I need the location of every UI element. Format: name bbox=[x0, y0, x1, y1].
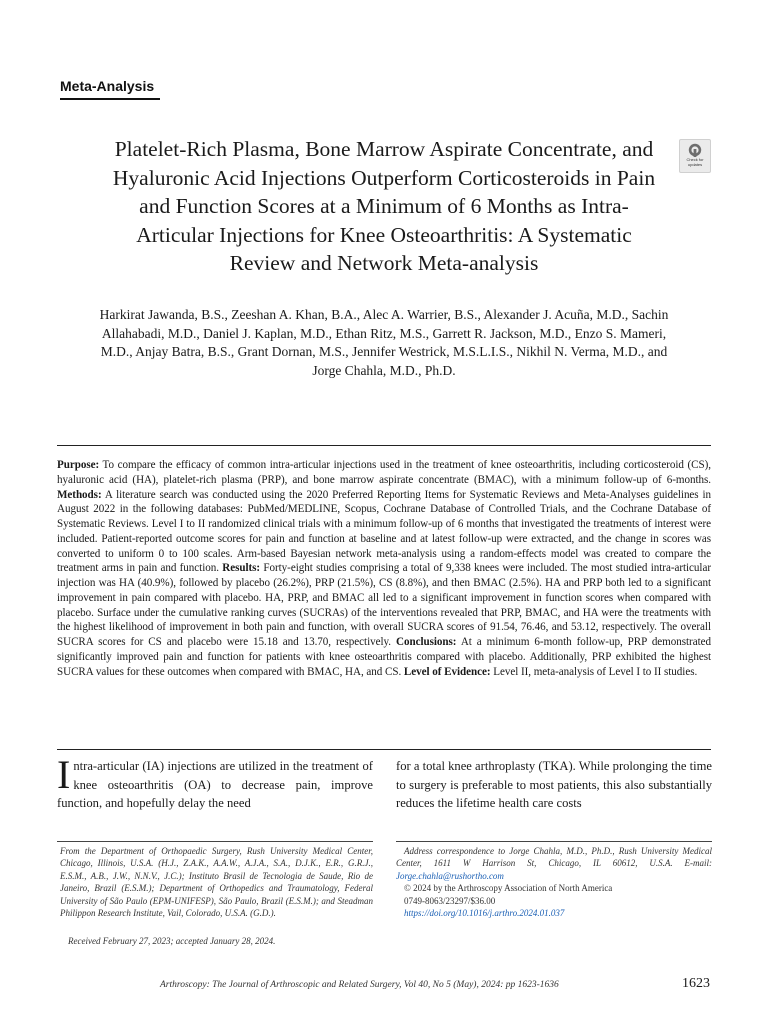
level-of-evidence-label: Level of Evidence: bbox=[403, 665, 491, 678]
check-for-updates-badge[interactable] bbox=[679, 139, 711, 173]
drop-cap: I bbox=[57, 752, 71, 797]
purpose-label: Purpose: bbox=[57, 459, 100, 471]
correspondence-footnote bbox=[396, 845, 712, 919]
methods-label: Methods: bbox=[57, 488, 102, 501]
issn-line: 0749-8063/23297/$36.00 bbox=[404, 895, 496, 906]
correspondence-address bbox=[396, 845, 712, 882]
article-title: Platelet-Rich Plasma, Bone Marrow Aspirate Concentrate, and Hyaluronic Acid Injections Outperform Corticosteroids in Pain and Function Scores at a Minimum of 6 Months as Intra-Articular Injections for Knee Osteoarthritis: A Systematic Review and Network Meta-analysis bbox=[112, 137, 656, 275]
footnote-rule-left bbox=[57, 841, 373, 842]
abstract-top-rule bbox=[57, 445, 711, 446]
received-dates: Received February 27, 2023; accepted January 28, 2024. bbox=[68, 936, 276, 946]
affiliations-footnote: From the Department of Orthopaedic Surgery, Rush University Medical Center, Chicago, Illinois, U.S.A. (H.J., Z.A.K., A.A.W., A.J.A., S.A., D.J.K., E.R., G.R.J., E.S.M., A.B., J.W., N.N.V., J.C.); Instituto Brasil de Tecnologia de Saude, Rio de Janeiro, Brazil (E.S.M.); Department of Orthopedics and Traumatology, Federal University of São Paulo (EPM-UNIFESP), São Paulo, Brazil (E.S.M.); and Steadman Philippon Research Institute, Vail, Colorado, U.S.A. (G.D.). bbox=[60, 846, 373, 919]
section-label: Meta-Analysis bbox=[60, 78, 155, 94]
check-for-updates-label: Check for updates bbox=[686, 157, 704, 167]
section-underline bbox=[60, 98, 160, 100]
correspondence-text: Address correspondence to Jorge Chahla, M.D., Ph.D., Rush University Medical Center, 1611 W Harrison St, Chicago, IL 60612, U.S.A. E-mail: bbox=[396, 846, 712, 869]
copyright-line: © 2024 by the Arthroscopy Association of North America bbox=[404, 883, 613, 894]
author-list: Harkirat Jawanda, B.S., Zeeshan A. Khan, B.A., Alec A. Warrier, B.S., Alexander J. Acuña, M.D., Sachin Allahabadi, M.D., Daniel J. Kaplan, M.D., Ethan Ritz, M.S., Garrett R. Jackson, M.D., Enzo S. Mameri, M.D., Anjay Batra, B.S., Grant Dornan, M.S., Jennifer Westrick, M.S.L.I.S., Nikhil N. Verma, M.D., and Jorge Chahla, M.D., Ph.D. bbox=[99, 307, 669, 378]
abstract-bottom-rule bbox=[57, 749, 711, 750]
footnote-rule-right bbox=[396, 841, 712, 842]
purpose-text: To compare the efficacy of common intra-articular injections used in the treatment of knee osteoarthritis, including corticosteroid (CS), hyaluronic acid (HA), platelet-rich plasma (PRP), and bone marrow aspirate concentrate (BMAC), with a minimum follow-up of 6-months. bbox=[57, 459, 711, 486]
journal-citation-footer: Arthroscopy: The Journal of Arthroscopic and Related Surgery, Vol 40, No 5 (May), 2024: pp 1623-1636 bbox=[160, 980, 559, 990]
crossmark-icon bbox=[688, 143, 702, 157]
methods-text: A literature search was conducted using the 2020 Preferred Reporting Items for Systematic Reviews and Meta-Analyses guidelines in August 2022 in the following databases: PubMed/MEDLINE, Scopus, Cochrane Database of Controlled Trials, and the Cochrane Database of Systematic Reviews. Level I to II randomized clinical trials with a minimum follow-up of 6 months that investigated the treatments of interest were included. Patient-reported outcome scores for pain and function at baseline and at latest follow-up were extracted, and the change in scores was converted to uniform 0 to 100 scales. Arm-based Bayesian network meta-analysis using a random-effects model was created to compare the treatment arms in pain and function. bbox=[57, 488, 711, 575]
doi-link[interactable]: https://doi.org/10.1016/j.arthro.2024.01.037 bbox=[404, 908, 565, 919]
page-number: 1623 bbox=[682, 976, 710, 991]
abstract bbox=[57, 458, 711, 679]
intro-paragraph-right: for a total knee arthroplasty (TKA). While prolonging the time to surgery is preferable to most patients, this also substantially reduces the lifetime health care costs bbox=[396, 759, 712, 811]
results-text: Forty-eight studies comprising a total of 9,338 knees were included. The most studied intra-articular injection was HA (40.9%), followed by placebo (26.2%), PRP (21.5%), CS (8.8%), and then BMAC (2.5%). HA and PRP both led to a significant improvement in pain compared with placebo. HA, PRP, and BMAC all led to a significant improvement in function scores when compared with placebo. Surface under the cumulative ranking curves (SUCRAs) of the interventions revealed that PRP, BMAC, and HA were the treatments with the highest likelihood of improvement in both pain and function, with overall SUCRA scores of 91.54, 76.46, and 53.12, respectively. The overall SUCRA scores for CS and placebo were 15.18 and 13.70, respectively. bbox=[57, 562, 711, 648]
intro-text-left: ntra-articular (IA) injections are utilized in the treatment of knee osteoarthritis (OA) to decrease pain, improve function, and hopefully delay the need bbox=[57, 759, 373, 811]
conclusions-label: Conclusions: bbox=[396, 636, 457, 648]
intro-paragraph-left bbox=[57, 752, 373, 813]
conclusions-text: At a minimum 6-month follow-up, PRP demonstrated significantly improved pain and function for patients with knee osteoarthritis compared with placebo. Additionally, PRP exhibited the highest SUCRA values for these outcomes when compared with BMAC, HA, and CS. bbox=[57, 636, 711, 678]
results-label: Results: bbox=[222, 562, 261, 575]
correspondence-email-link[interactable]: Jorge.chahla@rushortho.com bbox=[396, 870, 504, 881]
level-of-evidence-text: Level II, meta-analysis of Level I to II studies. bbox=[493, 665, 698, 678]
